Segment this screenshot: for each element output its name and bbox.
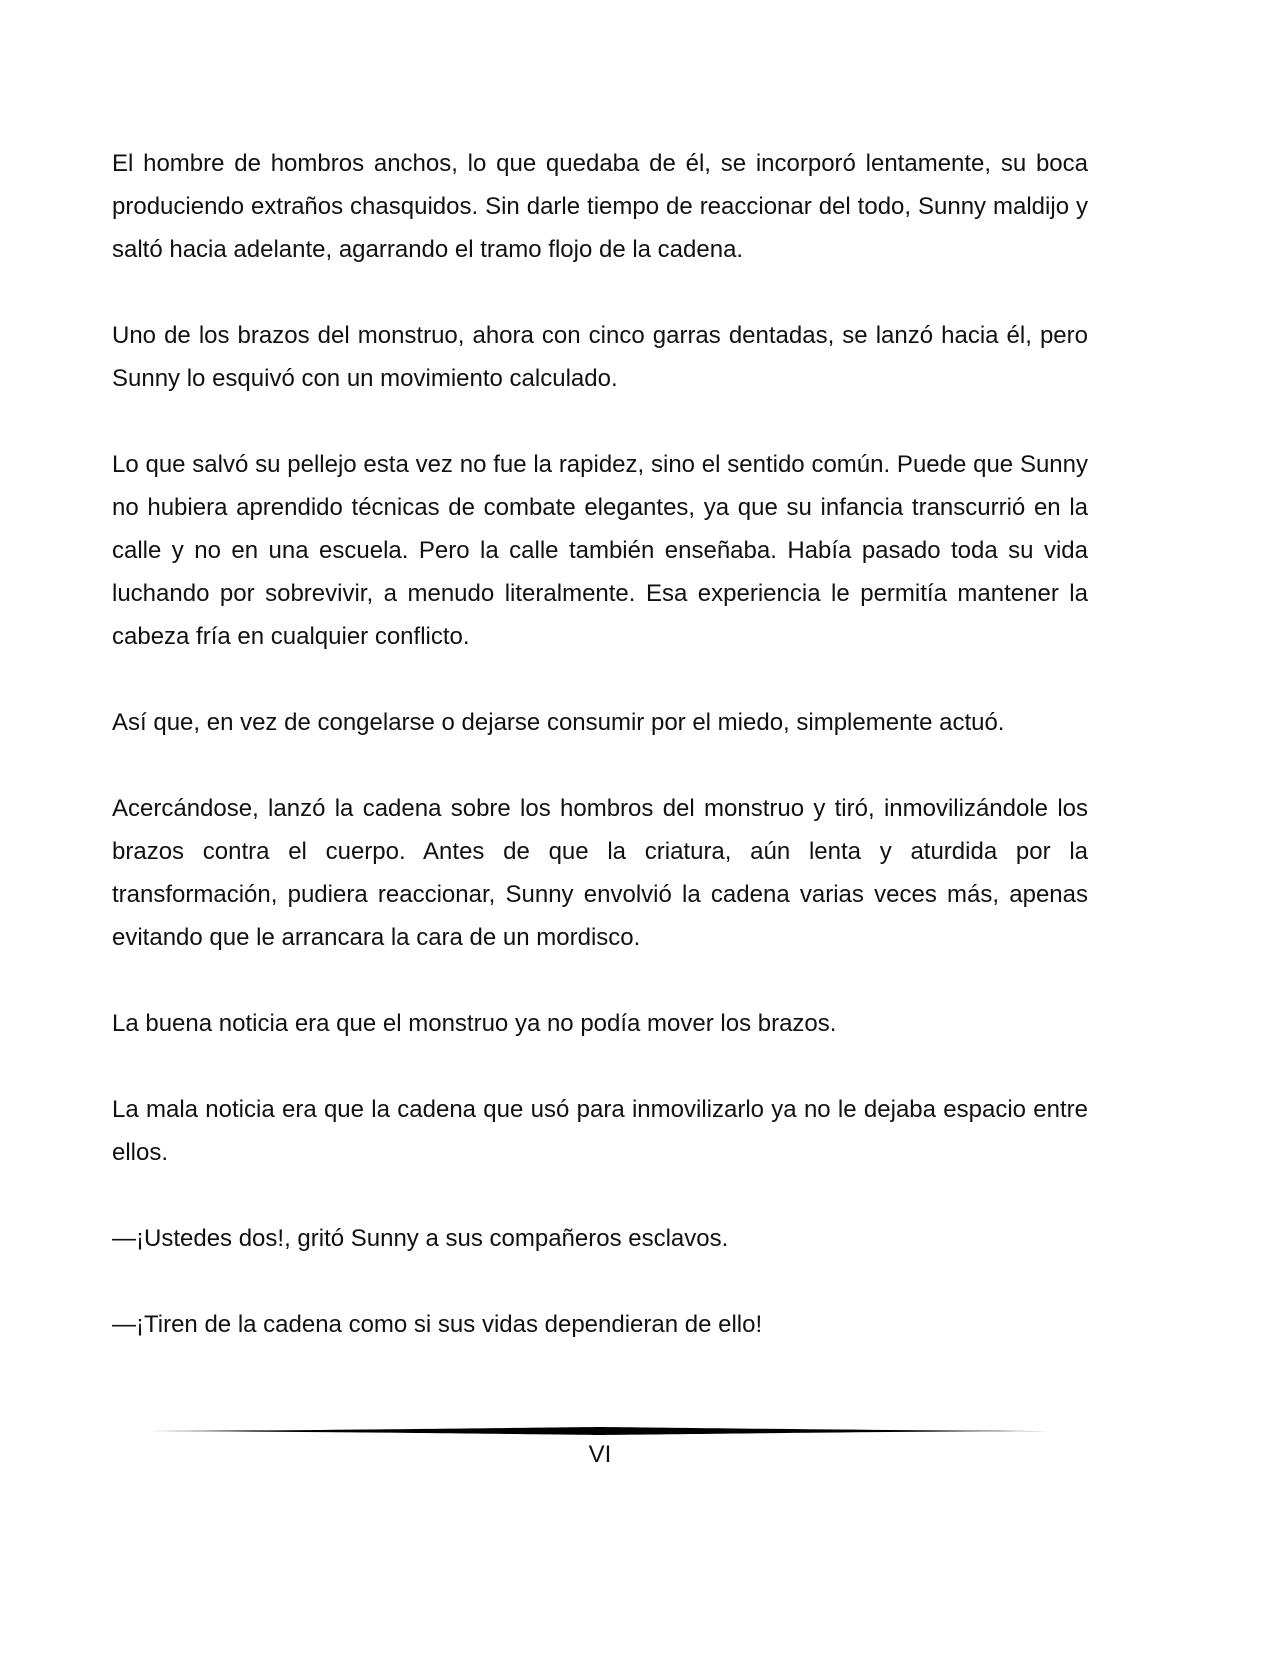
page-divider	[150, 1424, 1050, 1438]
paragraph-3: Lo que salvó su pellejo esta vez no fue la rapidez, sino el sentido común. Puede que Sunny no hubiera aprendido técnicas de combate elegantes, ya que su infancia transcurrió en la calle y no en una escuela. Pero la calle también enseñaba. Había pasado toda su vida luchando por sobrevivir, a menudo literalmente. Esa experiencia le permitía mantener la cabeza fría en cualquier conflicto.	[112, 451, 1088, 650]
paragraph-1: El hombre de hombros anchos, lo que quedaba de él, se incorporó lentamente, su boca produciendo extraños chasquidos. Sin darle tiempo de reaccionar del todo, Sunny maldijo y saltó hacia adelante, agarrando el tramo flojo de la cadena.	[112, 150, 1088, 263]
paragraph-6: La buena noticia era que el monstruo ya no podía mover los brazos.	[112, 1010, 837, 1037]
dialogue-line-1: —¡Ustedes dos!, gritó Sunny a sus compañeros esclavos.	[112, 1225, 729, 1252]
paragraph-4: Así que, en vez de congelarse o dejarse consumir por el miedo, simplemente actuó.	[112, 709, 1005, 736]
paragraph-5: Acercándose, lanzó la cadena sobre los hombros del monstruo y tiró, inmovilizándole los brazos contra el cuerpo. Antes de que la criatura, aún lenta y aturdida por la transformación, pudiera reaccionar, Sunny envolvió la cadena varias veces más, apenas evitando que le arrancara la cara de un mordisco.	[112, 795, 1088, 951]
dialogue-line-2: —¡Tiren de la cadena como si sus vidas dependieran de ello!	[112, 1311, 763, 1338]
page-number: VI	[588, 1441, 612, 1468]
paragraph-7: La mala noticia era que la cadena que usó para inmovilizarlo ya no le dejaba espacio entre ellos.	[112, 1096, 1088, 1166]
paragraph-2: Uno de los brazos del monstruo, ahora con cinco garras dentadas, se lanzó hacia él, pero Sunny lo esquivó con un movimiento calculado.	[112, 322, 1088, 392]
divider-swash	[150, 1427, 1050, 1435]
chapter-body	[112, 142, 1088, 1389]
